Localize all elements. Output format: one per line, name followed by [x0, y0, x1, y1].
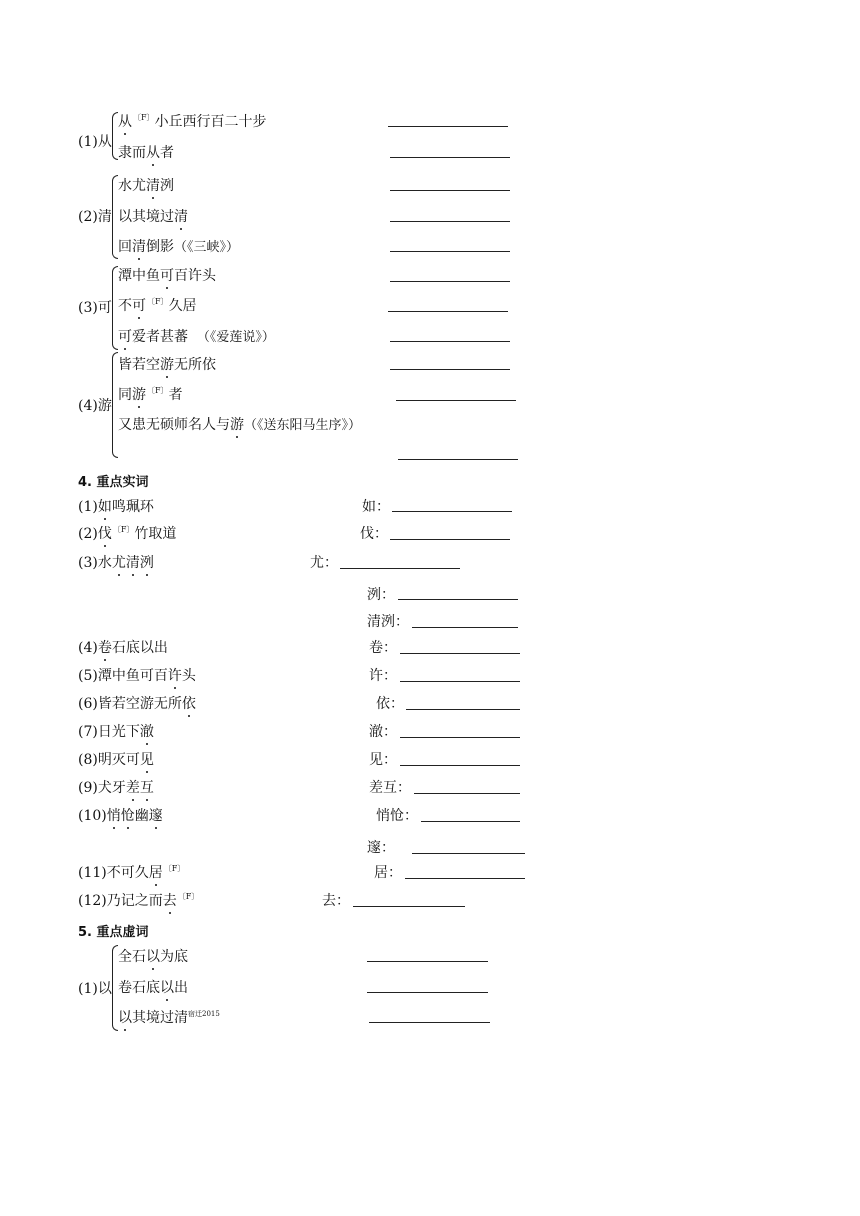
sentence-text: 为底 [160, 949, 188, 965]
dotted-char: 互 [140, 777, 154, 797]
sentence-text: 全石 [118, 949, 146, 965]
answer-key-label: 去： [322, 893, 350, 909]
group-label-qing: (2)清 [78, 209, 112, 225]
answer-key-label: 如： [362, 499, 390, 515]
dotted-char: 游 [160, 354, 174, 374]
answer-blank[interactable] [400, 737, 520, 738]
dotted-char: 差 [126, 777, 140, 797]
item-number: (5) [78, 668, 98, 684]
dotted-char: 尤 [112, 552, 126, 572]
sentence-text: 洌 [160, 178, 174, 194]
answer-key-label: 清洌： [367, 614, 409, 630]
sentence-text: 小丘西行百二十步 [154, 114, 267, 130]
item-number: (3) [78, 555, 98, 571]
sentence-text: 久居 [168, 298, 197, 314]
dotted-char: 可 [160, 265, 174, 285]
item-number: (2) [78, 526, 98, 542]
item-number: (7) [78, 724, 98, 740]
sentence-text: 石底以出 [111, 640, 168, 656]
dotted-char: 悄 [107, 805, 121, 825]
example-sentence [118, 206, 188, 226]
dotted-char: 去 [163, 890, 177, 910]
sentence-text: 犬牙 [97, 780, 126, 796]
sentence-text: 头 [181, 668, 196, 684]
sentence-text: 其境过清 [132, 1010, 188, 1026]
dotted-char: 游 [230, 414, 244, 434]
vocab-item [78, 693, 196, 713]
note-marker: 〔F〕 [163, 864, 186, 873]
vocab-item [78, 665, 196, 685]
sentence-text: 潭中鱼可百 [97, 668, 168, 684]
dotted-char: 许 [168, 665, 182, 685]
item-number: (10) [78, 808, 107, 824]
dotted-char: 邃 [149, 805, 163, 825]
answer-key-label: 依： [376, 696, 404, 712]
example-sentence [118, 414, 361, 434]
vocab-item [78, 777, 154, 797]
sentence-text: 者 [160, 145, 174, 161]
vocab-item [78, 890, 199, 910]
dotted-char: 清 [132, 236, 146, 256]
answer-blank[interactable] [400, 681, 520, 682]
answer-blank[interactable] [390, 190, 510, 191]
group-label-cong: (1)从 [78, 134, 112, 150]
source-citation: （《送东阳马生序》） [244, 418, 362, 433]
answer-key-label: 许： [369, 668, 397, 684]
dotted-char: 从 [118, 111, 132, 131]
answer-blank[interactable] [396, 400, 516, 401]
answer-blank[interactable] [388, 311, 508, 312]
sentence-text: 无所依 [174, 357, 216, 373]
example-sentence [118, 977, 188, 997]
answer-key-label: 卷： [369, 640, 397, 656]
dotted-char: 从 [146, 142, 160, 162]
answer-blank[interactable] [390, 221, 510, 222]
dotted-char: 可 [118, 326, 132, 346]
answer-blank[interactable] [367, 961, 488, 962]
vocab-item [78, 721, 154, 741]
vocab-item [78, 805, 163, 825]
example-sentence [118, 946, 188, 966]
answer-blank[interactable] [412, 853, 525, 854]
sentence-text: 以其境过 [118, 209, 174, 225]
dotted-char: 居 [149, 862, 163, 882]
dotted-char: 以 [160, 977, 174, 997]
note-marker: 〔F〕 [147, 386, 169, 395]
dotted-char: 卷 [98, 637, 112, 657]
sentence-text: 隶而 [118, 145, 146, 161]
vocab-item [78, 749, 154, 769]
dotted-char: 清 [174, 206, 188, 226]
answer-key-label: 伐： [360, 526, 388, 542]
dotted-char: 伐 [98, 523, 112, 543]
dotted-char: 怆 [121, 805, 135, 825]
sentence-text: 水 [97, 555, 112, 571]
sentence-text: 又患无硕师名人与 [118, 417, 230, 433]
item-number: (8) [78, 752, 98, 768]
answer-blank[interactable] [392, 511, 512, 512]
answer-key-label: 差互： [369, 780, 411, 796]
answer-blank[interactable] [400, 653, 520, 654]
item-number: (4) [78, 640, 98, 656]
sentence-text: 鸣珮环 [111, 499, 154, 515]
answer-blank[interactable] [421, 821, 520, 822]
answer-blank[interactable] [388, 126, 508, 127]
answer-blank[interactable] [390, 341, 510, 342]
sentence-text: 潭中鱼 [118, 268, 160, 284]
sentence-text: 幽 [134, 808, 149, 824]
answer-blank[interactable] [367, 992, 488, 993]
sentence-text: 卷石底 [118, 980, 160, 996]
item-number: (11) [78, 865, 107, 881]
answer-key-label: 澈： [369, 724, 397, 740]
answer-blank[interactable] [340, 568, 460, 569]
note-marker: 〔F〕 [177, 892, 200, 901]
sentence-text: 日光下 [97, 724, 140, 740]
sentence-text: 水尤 [118, 178, 146, 194]
group-label-you: (4)游 [78, 398, 112, 414]
example-sentence [118, 236, 239, 256]
sentence-text: 皆若空 [118, 357, 160, 373]
dotted-char: 以 [146, 946, 160, 966]
answer-blank[interactable] [398, 459, 518, 460]
answer-blank[interactable] [414, 793, 520, 794]
example-sentence [118, 265, 216, 285]
note-marker: 〔F〕 [133, 113, 155, 122]
example-sentence [118, 354, 216, 374]
dotted-char: 以 [118, 1007, 132, 1027]
example-sentence [118, 326, 275, 346]
vocab-item [78, 637, 168, 657]
answer-key-label: 尤： [310, 555, 338, 571]
answer-key-label: 居： [374, 865, 402, 881]
answer-blank[interactable] [412, 627, 518, 628]
answer-blank[interactable] [390, 369, 510, 370]
sentence-text: 皆若空游无所 [97, 696, 182, 712]
answer-key-label: 悄怆： [376, 808, 418, 824]
item-number: (1) [78, 499, 98, 515]
dotted-char: 洌 [140, 552, 154, 572]
example-sentence [118, 384, 183, 404]
answer-blank[interactable] [405, 878, 525, 879]
source-citation: （《三峡》） [174, 240, 240, 255]
dotted-char: 可 [132, 295, 146, 315]
answer-blank[interactable] [390, 539, 510, 540]
section-heading: 4. 重点实词 [78, 475, 149, 490]
sentence-text: 回 [118, 239, 132, 255]
vocab-item [78, 496, 154, 516]
source-citation: （《爱莲说》） [196, 330, 275, 345]
sentence-text: 出 [174, 980, 188, 996]
sentence-text: 乃记之而 [106, 893, 163, 909]
item-number: (6) [78, 696, 98, 712]
example-sentence [118, 111, 267, 131]
answer-blank[interactable] [353, 906, 465, 907]
vocab-item [78, 552, 154, 572]
example-sentence [118, 175, 174, 195]
sentence-text: 爱者甚蕃 [132, 329, 188, 345]
answer-blank[interactable] [390, 281, 510, 282]
answer-key-label: 邃： [367, 840, 395, 856]
note-marker: 〔F〕 [147, 297, 169, 306]
exam-source-note: 宿迁2015 [188, 1010, 220, 1018]
dotted-char: 澈 [140, 721, 154, 741]
vocab-item [78, 862, 185, 882]
answer-blank[interactable] [369, 1022, 490, 1023]
example-sentence [118, 295, 197, 315]
item-number: (9) [78, 780, 98, 796]
group-label-ke: (3)可 [78, 300, 112, 316]
dotted-char: 如 [98, 496, 112, 516]
answer-blank[interactable] [390, 157, 510, 158]
sentence-text: 者 [168, 387, 183, 403]
sentence-text: 同 [118, 387, 132, 403]
answer-key-label: 洌： [367, 587, 395, 603]
sentence-text: 百许头 [174, 268, 216, 284]
sentence-text: 不可久 [106, 865, 149, 881]
example-sentence [118, 1007, 220, 1027]
vocab-item [78, 523, 176, 543]
dotted-char: 清 [126, 552, 140, 572]
dotted-char: 游 [132, 384, 146, 404]
sentence-text: 竹取道 [134, 526, 177, 542]
sentence-text: 明灭可 [97, 752, 140, 768]
answer-blank[interactable] [400, 765, 520, 766]
item-number: (12) [78, 893, 107, 909]
group-label-yi: (1)以 [78, 981, 112, 997]
sentence-text: 不 [118, 298, 132, 314]
dotted-char: 依 [182, 693, 196, 713]
answer-blank[interactable] [406, 709, 520, 710]
sentence-text: 倒影 [146, 239, 174, 255]
dotted-char: 见 [140, 749, 154, 769]
example-sentence [118, 142, 174, 162]
answer-key-label: 见： [369, 752, 397, 768]
answer-blank[interactable] [390, 251, 510, 252]
note-marker: 〔F〕 [112, 525, 135, 534]
answer-blank[interactable] [398, 599, 518, 600]
section-heading: 5. 重点虚词 [78, 925, 149, 940]
dotted-char: 清 [146, 175, 160, 195]
